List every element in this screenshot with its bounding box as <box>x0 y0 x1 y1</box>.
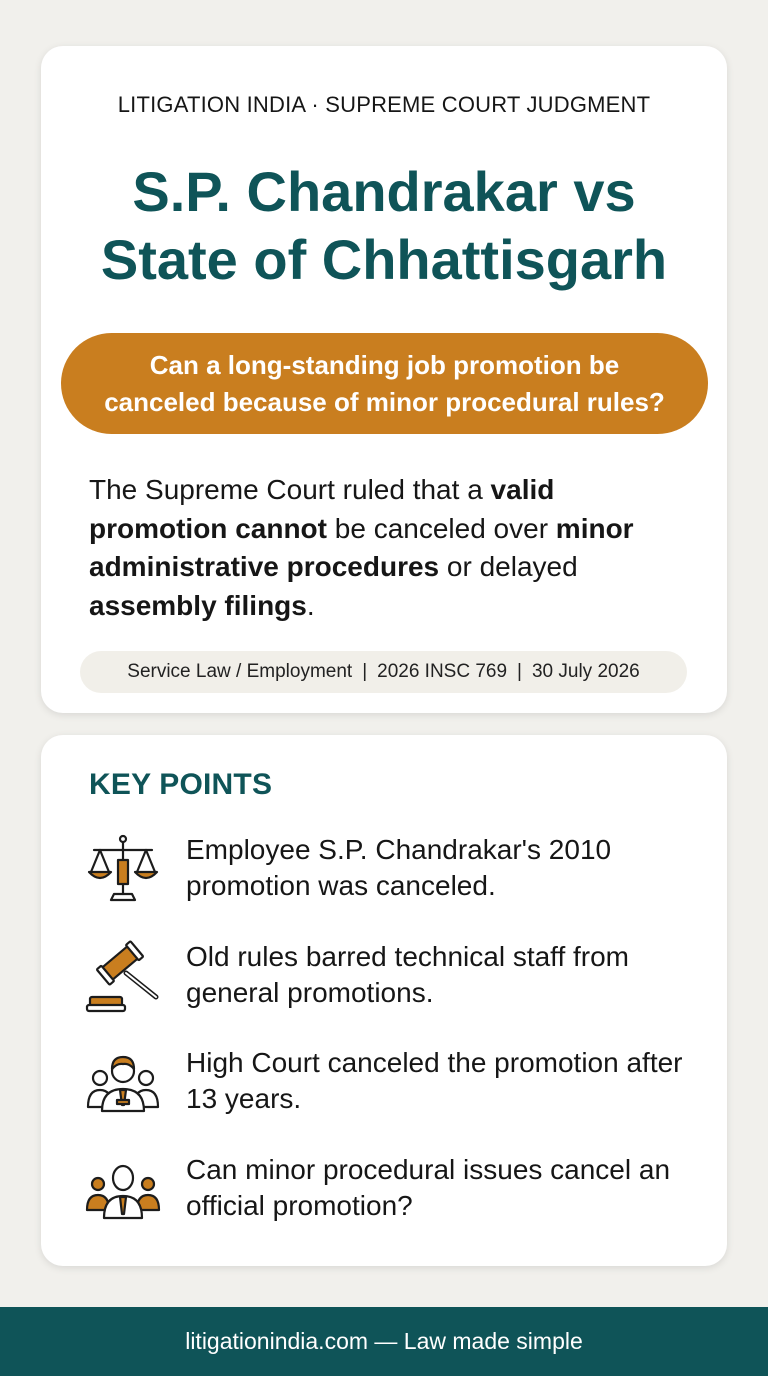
summary-bold-1: valid promotion cannot <box>89 474 555 544</box>
summary-bold-3: assembly filings <box>89 589 307 621</box>
key-point-text: Old rules barred technical staff from general promotions. <box>186 941 630 1008</box>
key-points-heading: KEY POINTS <box>89 768 273 801</box>
kicker-label: LITIGATION INDIA · SUPREME COURT JUDGMENT <box>117 92 651 117</box>
summary-bold-2: minor administrative procedures <box>89 512 634 582</box>
question-line-2: canceled because of minor procedural rules? <box>104 386 665 417</box>
footer-bar <box>0 1307 768 1376</box>
key-point-text: Employee S.P. Chandrakar's 2010 promotion was canceled. <box>186 834 612 901</box>
team-people-icon <box>84 1152 162 1230</box>
meta-separator: | <box>362 661 368 682</box>
key-point-item <box>84 1152 694 1232</box>
meta-separator: | <box>517 661 522 682</box>
summary-text-2: be canceled over <box>326 512 556 544</box>
key-point-item <box>84 832 694 912</box>
key-point-text: Can minor procedural issues cancel an official promotion? <box>186 1154 671 1221</box>
summary-text-1: The Supreme Court ruled that a <box>89 474 491 505</box>
key-point-text: High Court canceled the promotion after 13 years. <box>186 1047 683 1114</box>
gavel-icon <box>84 939 162 1017</box>
question-line-1: Can a long-standing job promotion be <box>149 349 620 380</box>
case-title-line-2: State of Chhattisgarh <box>100 228 668 291</box>
question-banner <box>61 333 708 434</box>
scales-icon <box>84 832 162 910</box>
meta-citation: 2026 INSC 769 <box>377 661 508 682</box>
meta-date: 30 July 2026 <box>531 661 640 682</box>
footer-text: litigationindia.com — Law made simple <box>185 1328 583 1354</box>
ruling-summary <box>89 471 689 625</box>
summary-text-3: or delayed <box>439 551 578 582</box>
case-title-line-1: S.P. Chandrakar vs <box>132 160 636 223</box>
summary-text-4: . <box>306 589 315 621</box>
case-title <box>0 158 768 294</box>
group-people-icon <box>84 1045 162 1123</box>
case-meta-pill <box>80 651 687 693</box>
key-point-item <box>84 1045 694 1125</box>
key-point-item <box>84 939 694 1019</box>
meta-category: Service Law / Employment <box>127 661 353 682</box>
